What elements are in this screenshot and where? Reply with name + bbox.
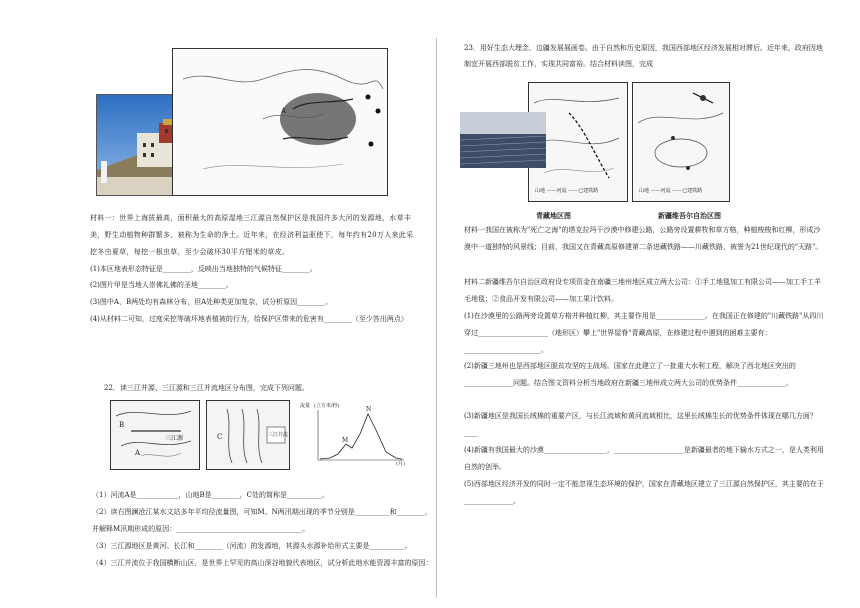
caption-xinjiang: 新疆维吾尔自治区图 xyxy=(658,211,721,220)
left-material1: 材料一：世界上海拔最高，面积最大的高原湿地三江源自然保护区是我国许多大河的发源地，水草丰美，野生动植物种群繁多，被称为生命的净土。近年来，在经济利益驱使下，每年约有20万人来此采挖冬虫夏草，每挖一根虫草，至少会破坏30平方厘米的草皮。 xyxy=(90,214,414,256)
runoff-chart-drawing xyxy=(300,404,410,470)
right-q4: (4)新疆有我国最大的沙漠__________________，____________________是新疆最者的地下输水方式之一，是人类利用自然的创举。 xyxy=(464,446,824,471)
chart-n: N xyxy=(366,406,372,413)
map-label-a: A xyxy=(281,107,287,115)
q22-2b: 并解释M汛期形成的原因：____________________________________。 xyxy=(92,525,310,533)
solar-panel-photo xyxy=(460,112,546,168)
q22-1: （1）河流A是____________，山地B是________，C处的简称是__________。 xyxy=(92,491,330,499)
qinghai-tibet-map xyxy=(172,48,388,196)
q23-title: 23．用好生态大理念，边疆发展展画卷。由于自然和历史原因，我国西部地区经济发展相对滞后。近年来，政府因地制宜开展西部脱贫工作，实现共同富裕。结合材料读图，完成 xyxy=(464,44,823,68)
xinjiang-map xyxy=(632,82,730,202)
q22-4: （4）三江并流位于我国横断山区，是世界上罕见的高山深谷地貌代表地区，试分析此地水能资源丰富的原因： xyxy=(92,559,433,567)
left-q4: (4)从材料二可知，过度采挖等破坏地表植被的行为，给保护区带来的危害有________（至少答出两点） xyxy=(90,315,408,323)
sanjiang-map-2 xyxy=(206,400,290,470)
caption-qingzang: 青藏地区图 xyxy=(536,211,571,220)
chart-m: M xyxy=(342,437,349,444)
right-q5: (5)西部地区经济开发的同时一定不能忽视生态环境的保护，国家在青藏地区建立了三江源自然保护区，其主要的在于______________。 xyxy=(464,480,824,505)
q22-3: （3）三江源地区是黄河、长江和________（河流）的发源地，其源头水源补给形式主要是__________。 xyxy=(92,542,412,550)
right-q1: (1)在沙漠里的公路两旁设置草方格并种植红柳，其主要作用是______________。在我国正在修建的"川藏铁路"从四川穿过____________________（地形区）攀上"世界屋脊"青藏高原，在修建过程中遇到的困难主要有：______________________。 xyxy=(464,312,824,354)
runoff-chart xyxy=(300,404,410,470)
legend-left: 山地 ——河流 ——已建铁路 xyxy=(535,188,599,194)
column-divider xyxy=(436,38,437,598)
right-material2: 材料二新疆维吾尔自治区政府设专项资金在南疆三地州地区成立两大公司：①手工地毯加工有限公司——加工手工羊毛地毯；②食品开发有限公司——加工果汁饮料。 xyxy=(464,278,821,303)
chart-title: (立方米/秒) xyxy=(314,403,340,409)
map-drawing xyxy=(173,49,387,195)
sanjiang-map-1 xyxy=(110,400,200,470)
chart-x: (月) xyxy=(396,461,405,467)
sanjiang-map-1-drawing xyxy=(111,401,199,469)
q22-title: 22．读三江并源、三江源和三江并流地区分布图，完成下列问题。 xyxy=(104,384,309,392)
map2-label-c: C xyxy=(217,433,223,441)
right-q3: (3)新疆地区是我国长绒棉的重要产区，与长江流域和黄河流域相比，这里长绒棉生长的优势条件体现在哪几方面？____ xyxy=(464,412,817,437)
right-material1: 材料一我国在被称为"死亡之海"的塔克拉玛干沙漠中修建公路，公路旁设置耕牧和草方格，种植梭梭和红柳，形成沙漠中一道独特的风景线；目前，我国又在青藏高原修建第二条进藏铁路——川藏铁路，被誉为21世纪现代的"天路"。 xyxy=(464,226,823,251)
q22-2: （2）读右图澜沧江某水文站多年平均径流量图，可知M、N两汛期出现的季节分别是__________和________， xyxy=(92,508,432,516)
xinjiang-map-drawing xyxy=(633,83,729,201)
left-q3: (3)图中A、B两处均有森林分布，但A处种类更加复杂，试分析原因________。 xyxy=(90,298,333,306)
left-q1: (1)本区地表形态特征是________，反映出当地独特的气候特征________。 xyxy=(90,265,317,273)
map1-label-river: 三江源 xyxy=(165,435,184,442)
left-q2: (2)图片甲是当地人崇佛礼佛的圣地________。 xyxy=(90,281,233,289)
legend-right: 山地 ——河流 ——已建铁路 xyxy=(639,188,703,194)
map1-label-a: A xyxy=(135,449,141,457)
right-q2: (2)新疆三地州也是西部地区脱贫攻坚的主战场。国家在此建立了一批重大水利工程，解决了西北地区突出的______________问题。结合图文资料分析当地政府在新疆三地州成立两大公司的优势条件______________。 xyxy=(464,362,796,387)
chart-unit: 流量 xyxy=(300,403,311,409)
solar-panel-image xyxy=(460,112,546,168)
map1-label-b: B xyxy=(119,421,125,429)
map2-label-box: 三江并流 xyxy=(268,432,289,438)
